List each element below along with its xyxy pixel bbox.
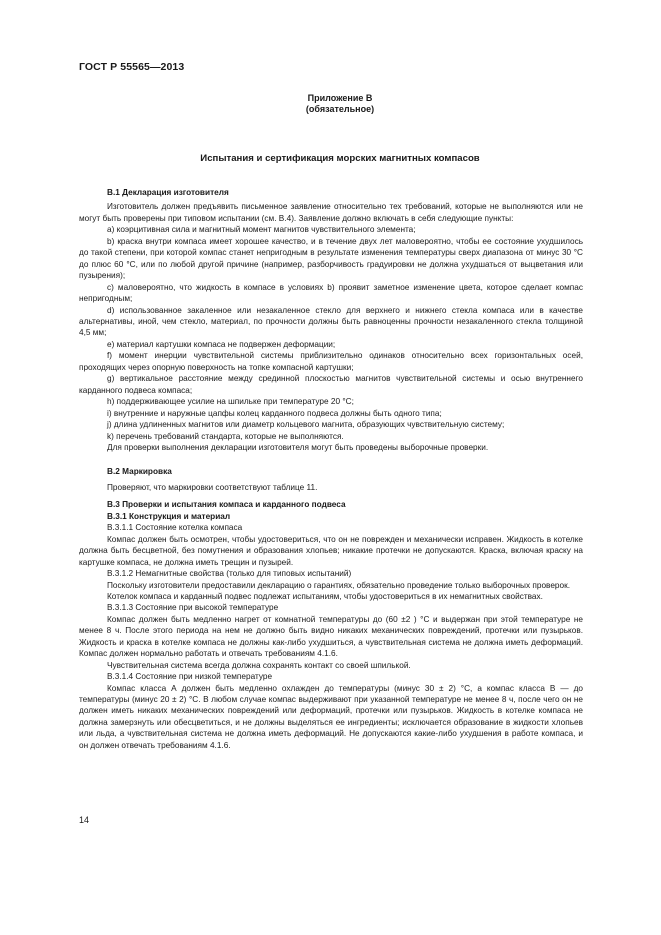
appendix-status: (обязательное) (305, 104, 375, 114)
list-item: e) материал картушки компаса не подвержен деформации; (107, 339, 336, 349)
clause-heading-b311: В.3.1.1 Состояние котелка компаса (107, 523, 243, 533)
list-item: d) использованное закаленное или незакаленное стекло для верхнего и нижнего стекла компаса или в качестве альтернативы, иной, чем стекло, материал, по прочности должны быть равноценны прочности незакаленного стекла толщиной 4,5 мм; (79, 305, 583, 338)
paragraph: Компас должен быть осмотрен, чтобы удостовериться, что он не поврежден и механически исправен. Жидкость в котелке должна быть бесцветной, без помутнения и образования хлопьев; никакие протечки не допускаются. Краска, включая краску на картушке компаса, не должна иметь трещин и пузырей. (79, 534, 583, 567)
clause-heading-b313: В.3.1.3 Состояние при высокой температуре (107, 603, 279, 613)
paragraph: Поскольку изготовители предоставили декларацию о гарантиях, обязательно проведение только выборочных проверок. (107, 580, 570, 590)
subsection-heading-b31: В.3.1 Конструкция и материал (107, 511, 231, 521)
list-item: j) длина удлиненных магнитов или диаметр кольцевого магнита, образующих чувствительную систему; (107, 420, 505, 430)
appendix-label: Приложение В (307, 93, 373, 103)
paragraph: Котелок компаса и карданный подвес подлежат испытаниям, чтобы удостовериться в их немагнитных свойствах. (107, 591, 543, 601)
document-body (79, 187, 583, 751)
paragraph: Проверяют, что маркировки соответствуют таблице 11. (107, 482, 318, 492)
clause-heading-b312: В.3.1.2 Немагнитные свойства (только для типовых испытаний) (107, 569, 352, 579)
list-item: h) поддерживающее усилие на шпильке при температуре 20 °C; (107, 397, 354, 407)
paragraph: Для проверки выполнения декларации изготовителя могут быть проведены выборочные проверки. (107, 442, 489, 452)
paragraph: Изготовитель должен предъявить письменное заявление относительно тех требований, которые не выполняются или не могут быть проверены при типовом испытании (см. В.4). Заявление должно включать в себя следующие пункты: (79, 202, 583, 223)
list-item: b) краска внутри компаса имеет хорошее качество, и в течение двух лет маловероятно, чтобы ее состояние ухудшилось до такой степени, при которой компас станет непригодным в результате изменения температуры сверх диапазона от минус 30 °C до плюс 60 °C, или по любой другой причине (например, разборчивость градуировки не должна ухудшаться от выцветания или пузырения); (79, 236, 583, 281)
section-heading-b2: В.2 Маркировка (107, 467, 172, 477)
list-item: f) момент инерции чувствительной системы приблизительно одинаков относительно всех горизонтальных осей, проходящих через опорную поверхность на топке компасной картушки; (79, 351, 583, 372)
page-number: 14 (79, 815, 90, 825)
clause-heading-b314: В.3.1.4 Состояние при низкой температуре (107, 672, 273, 682)
section-heading-b3: В.3 Проверки и испытания компаса и карданного подвеса (107, 500, 346, 510)
list-item: i) внутренние и наружные цапфы колец карданного подвеса должны быть одного типа; (107, 408, 442, 418)
list-item: а) коэрцитивная сила и магнитный момент магнитов чувствительного элемента; (107, 225, 416, 235)
list-item: с) маловероятно, что жидкость в компасе в условиях b) проявит заметное изменение цвета, которое сделает компас непригодным; (79, 282, 583, 304)
paragraph: Чувствительная система всегда должна сохранять контакт со своей шпилькой. (107, 660, 411, 670)
standard-code: ГОСТ Р 55565—2013 (79, 61, 185, 73)
list-item: g) вертикальное расстояние между срединной плоскостью магнитов чувствительной системы и осью внутреннего карданного подвеса компаса; (79, 374, 583, 395)
paragraph: Компас класса А должен быть медленно охлажден до температуры (минус 30 ± 2) °C, а компас класса В — до температуры (минус 20 ± 2) °C. В любом случае компас выдерживают при указанной температуре не менее 8 ч, после чего он не должен иметь никаких механических повреждений или деформаций, протечки или пузырьков. Жидкость в котелке компаса не должна замерзнуть или обесцветиться, и не должны выделяться ее ингредиенты; исключается образование в жидкости хлопьев или льда, а чувствительная система не должна иметь деформаций. Не допускаются какие-либо ухудшения в работе компаса, и он должен отвечать требованиям 4.1.6. (79, 683, 583, 750)
paragraph: Компас должен быть медленно нагрет от комнатной температуры до (60 ±2 ) °C и выдержан при этой температуре не менее 8 ч. После этого периода на нем не должно быть видно никаких механических повреждений, протечки или пузырьков. Жидкость и краска в котелке компаса не должны как-либо ухудшиться, а чувствительная система не должна иметь деформаций. Компас должен нормально работать и отвечать требованиям 4.1.6. (79, 614, 583, 659)
list-item: k) перечень требований стандарта, которые не выполняются. (107, 431, 344, 441)
appendix-title: Испытания и сертификация морских магнитных компасов (200, 153, 480, 164)
section-heading-b1: В.1 Декларация изготовителя (107, 188, 229, 197)
